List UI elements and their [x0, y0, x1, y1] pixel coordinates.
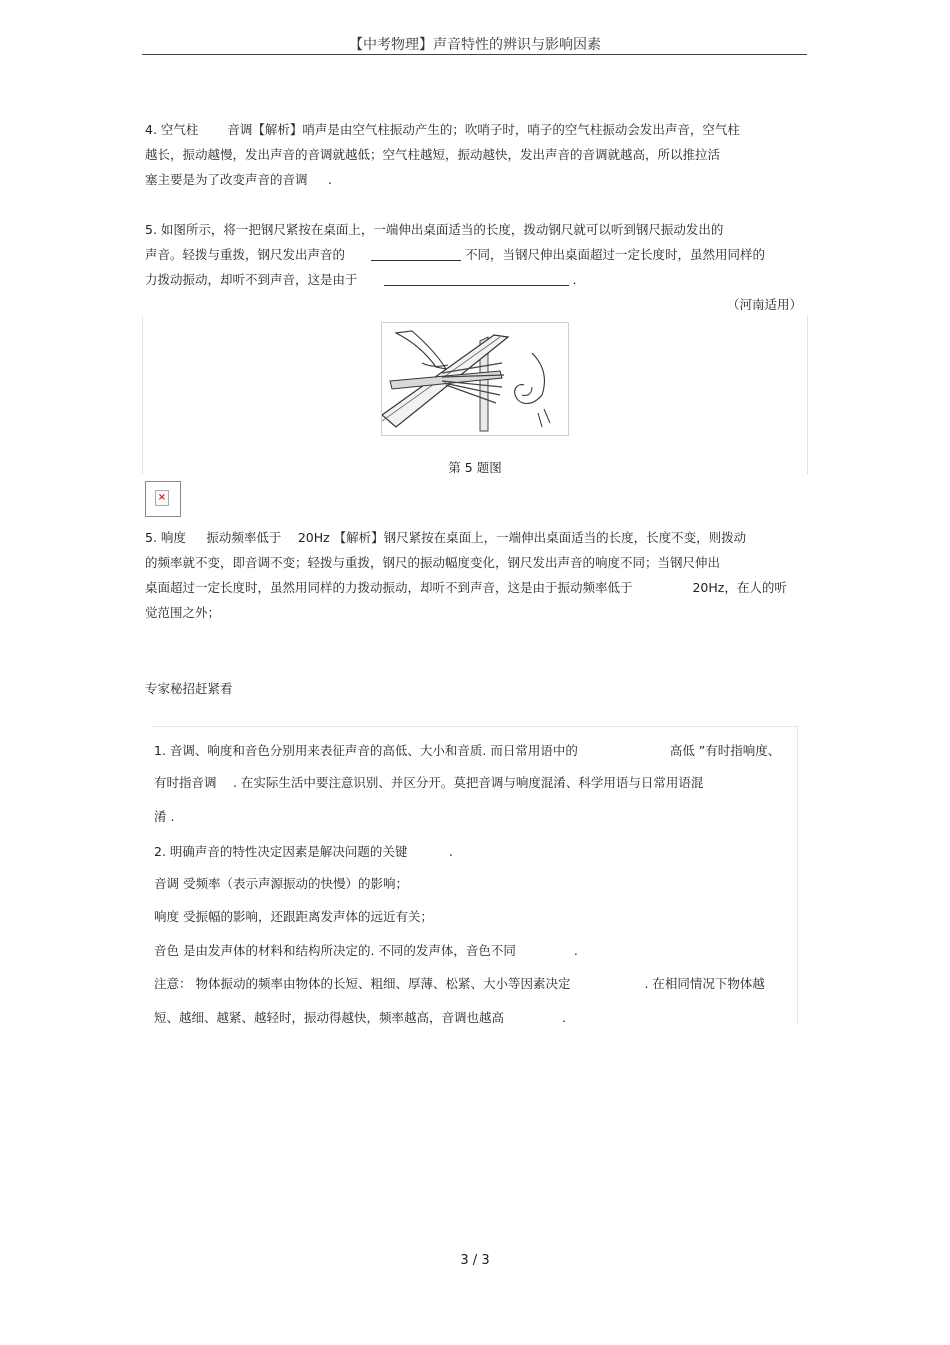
page-number: 3 / 3: [460, 1253, 490, 1268]
answer-5-line-3-text-b: 20Hz，在人的听: [692, 580, 787, 595]
answer-4-line-3: 塞主要是为了改变声音的音调 .: [145, 172, 332, 187]
region-note: （河南适用）: [727, 297, 803, 312]
fill-blank-2: [384, 271, 569, 286]
page-header-title: 【中考物理】声音特性的辨识与影响因素: [349, 37, 601, 53]
tips-heading: 专家秘招赶紧看: [145, 681, 233, 696]
tips-p2-line-1: 2. 明确声音的特性决定因素是解决问题的关键 .: [154, 844, 453, 859]
answer-5-line-3-text-a: 桌面超过一定长度时，虽然用同样的力拨动振动，却听不到声音，这是由于振动频率低于: [145, 580, 633, 595]
answer-5-line-1: 5. 响度 振动频率低于 20Hz 【解析】钢尺紧按在桌面上，一端伸出桌面适当的长度，长度不变，则拨动: [145, 530, 747, 545]
answer-4-line-2: 越长，振动越慢，发出声音的音调就越低；空气柱越短，振动越快，发出声音的音调就越高，所以推拉活: [145, 147, 721, 162]
question-5-line-2-text-a: 声音。轻拨与重拨，钢尺发出声音的: [145, 247, 346, 262]
answer-5-line-4: 觉范围之外；: [145, 605, 221, 620]
tips-p2-line-5-text-a: 注意： 物体振动的频率由物体的长短、粗细、厚薄、松紧、大小等因素决定: [154, 976, 571, 991]
question-5-line-3: [145, 270, 576, 288]
fill-blank-1: [371, 246, 461, 261]
answer-4-line-1: 4. 空气柱 音调【解析】哨声是由空气柱振动产生的；吹哨子时，哨子的空气柱振动会发出声音，空气柱: [145, 122, 740, 137]
question-5-line-3-text-b: .: [572, 272, 577, 287]
broken-image-icon: ×: [155, 490, 169, 506]
answer-5-line-3: [145, 578, 787, 596]
broken-image-placeholder: [145, 481, 181, 517]
tips-p2-line-6: 短、越细、越紧、越轻时，振动得越快，频率越高，音调也越高 .: [154, 1010, 566, 1025]
tips-p1-line-1-text-a: 1. 音调、响度和音色分别用来表征声音的高低、大小和音质. 而日常用语中的: [154, 743, 578, 758]
tips-p1-line-3: 淆 .: [154, 809, 175, 824]
figure-caption: 第 5 题图: [448, 460, 502, 475]
tips-p2-line-5: [154, 974, 765, 992]
tips-p2-line-5-text-b: . 在相同情况下物体越: [644, 976, 765, 991]
question-5-line-3-text-a: 力拨动振动，却听不到声音，这是由于: [145, 272, 358, 287]
tips-p1-line-2: 有时指音调 . 在实际生活中要注意识别、并区分开。莫把音调与响度混淆、科学用语与日常用语混: [154, 775, 704, 790]
question-5-line-2-text-b: 不同，当钢尺伸出桌面超过一定长度时，虽然用同样的: [464, 247, 765, 262]
header-rule: [142, 54, 807, 55]
answer-5-line-2: 的频率就不变，即音调不变；轻拨与重拨，钢尺的振动幅度变化，钢尺发出声音的响度不同；当钢尺伸出: [145, 555, 721, 570]
question-5-line-2: [145, 245, 765, 263]
tips-p1-line-1: [154, 741, 780, 759]
tips-p2-line-2: 音调 受频率（表示声源振动的快慢）的影响；: [154, 876, 408, 891]
steel-ruler-figure: [381, 322, 569, 436]
tips-p2-line-4: 音色 是由发声体的材料和结构所决定的. 不同的发声体，音色不同 .: [154, 943, 578, 958]
question-5-line-1: 5. 如图所示，将一把钢尺紧按在桌面上，一端伸出桌面适当的长度，拨动钢尺就可以听到钢尺振动发出的: [145, 222, 724, 237]
tips-p2-line-3: 响度 受振幅的影响，还跟距离发声体的远近有关；: [154, 909, 433, 924]
tips-p1-line-1-text-b: 高低 ”有时指响度、: [669, 743, 781, 758]
